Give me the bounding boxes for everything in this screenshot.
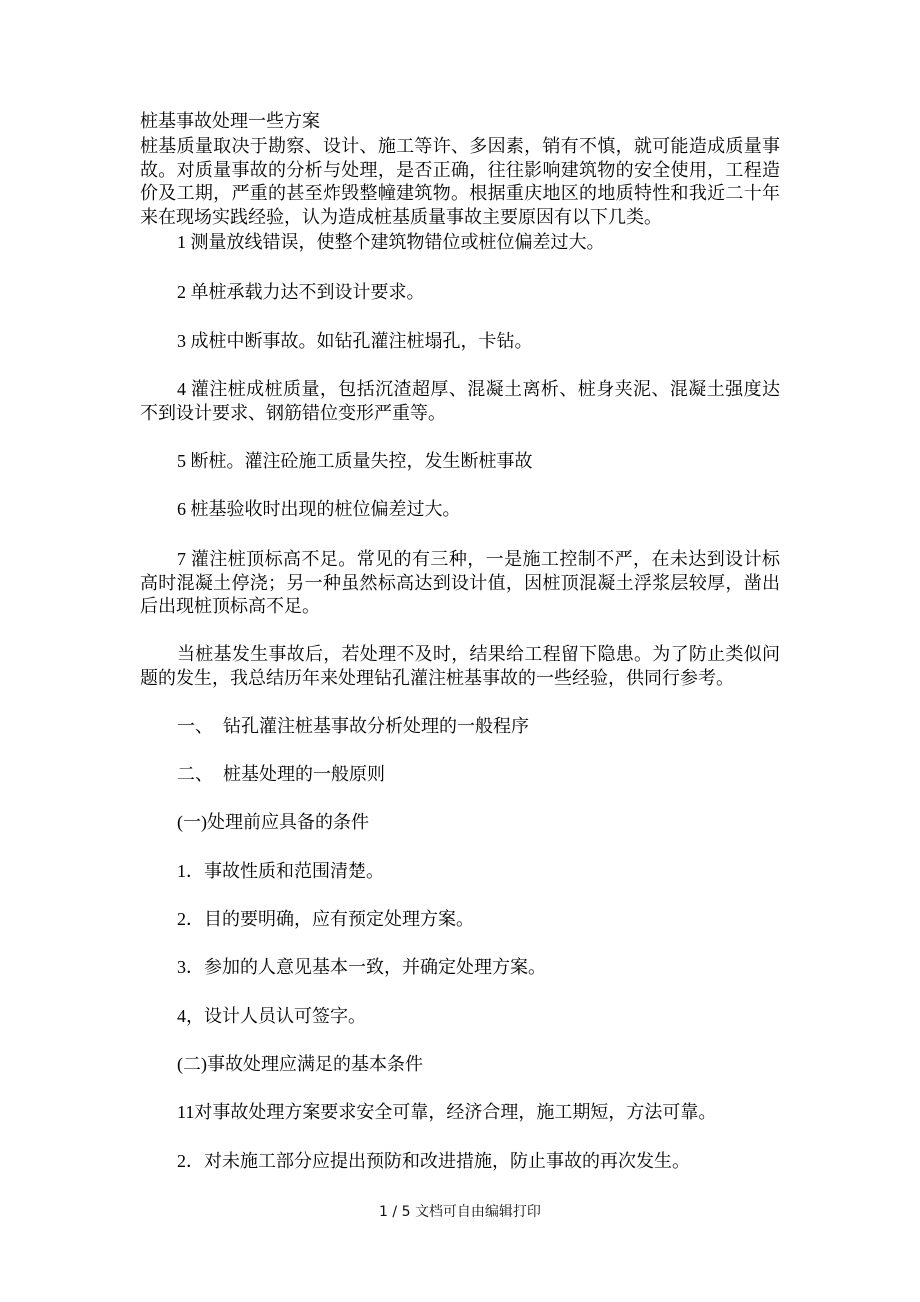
paragraph-line: 5 断桩。灌注砼施工质量失控，发生断桩事故 (177, 451, 533, 471)
paragraph-line: 2 单桩承载力达不到设计要求。 (177, 282, 425, 302)
paragraph-line: 题的发生，我总结历年来处理钻孔灌注桩基事故的一些经验，供同行参考。 (140, 667, 734, 688)
subsection-heading-1 (140, 811, 780, 835)
section-title: 钻孔灌注桩基事故分析处理的一般程序 (223, 716, 529, 736)
section-heading-line (140, 763, 780, 787)
section-heading-line (140, 715, 780, 739)
list-item: 3．参加的人意见基本一致，并确定处理方案。 (177, 957, 546, 977)
document-title (140, 110, 780, 134)
paragraph-line: 后出现桩顶标高不足。 (140, 596, 320, 617)
section-heading-2 (140, 763, 780, 787)
paragraph-line: 故。对质量事故的分析与处理，是否正确，往往影响建筑物的安全使用，工程造 (140, 159, 780, 180)
list-item: 1．事故性质和范围清楚。 (177, 861, 384, 881)
paragraph-line: 1 测量放线错误，使整个建筑物错位或桩位偏差过大。 (177, 232, 605, 252)
cause-item-2 (140, 281, 780, 305)
paragraph-line: 4 灌注桩成桩质量，包括沉渣超厚、混凝土离析、桩身夹泥、混凝土强度达 (177, 379, 780, 399)
section-heading-1 (140, 715, 780, 739)
cause-item-6 (140, 498, 780, 522)
title-text: 桩基事故处理一些方案 (140, 111, 320, 131)
page-footer (0, 1202, 920, 1222)
footer-note: 文档可自由编辑打印 (414, 1204, 541, 1220)
condition-item-1 (140, 860, 780, 884)
requirement-item-1 (140, 1101, 780, 1125)
cause-item-7 (140, 548, 780, 619)
subsection-heading-2 (140, 1053, 780, 1077)
list-item: 2．对未施工部分应提出预防和改进措施，防止事故的再次发生。 (177, 1151, 690, 1171)
cause-item-4 (140, 378, 780, 425)
paragraph-line: 高时混凝土停浇；另一种虽然标高达到设计值，因桩顶混凝土浮浆层较厚，凿出 (140, 572, 780, 593)
paragraph-line: 3 成桩中断事故。如钻孔灌注桩塌孔，卡钻。 (177, 331, 533, 351)
paragraph-line: 7 灌注桩顶标高不足。常见的有三种，一是施工控制不严，在未达到设计标 (177, 549, 780, 569)
section-number: 一、 (177, 716, 213, 736)
list-item: 2．目的要明确，应有预定处理方案。 (177, 909, 474, 929)
condition-item-4 (140, 1005, 780, 1029)
intro-paragraph (140, 135, 780, 229)
cause-item-3 (140, 330, 780, 354)
condition-item-2 (140, 908, 780, 932)
requirement-item-2 (140, 1150, 780, 1174)
paragraph-line: 价及工期，严重的甚至炸毁整幢建筑物。根据重庆地区的地质特性和我近二十年 (140, 183, 780, 204)
condition-item-3 (140, 956, 780, 980)
paragraph-line: 当桩基发生事故后，若处理不及时，结果给工程留下隐患。为了防止类似问 (177, 644, 780, 664)
cause-item-1 (140, 231, 780, 255)
paragraph-line: 桩基质量取决于勘察、设计、施工等许、多因素，销有不慎，就可能造成质量事 (140, 136, 780, 156)
list-item: 11对事故处理方案要求安全可靠，经济合理，施工期短，方法可靠。 (177, 1102, 717, 1122)
cause-item-5 (140, 450, 780, 474)
paragraph-line: 来在现场实践经验，认为造成桩基质量事故主要原因有以下几类。 (140, 206, 662, 227)
paragraph-line: 不到设计要求、钢筋错位变形严重等。 (140, 402, 446, 423)
paragraph-line: 6 桩基验收时出现的桩位偏差过大。 (177, 499, 461, 519)
list-item: 4，设计人员认可签字。 (177, 1006, 366, 1026)
subsection-title: (二)事故处理应满足的基本条件 (177, 1054, 423, 1074)
section-title: 桩基处理的一般原则 (223, 764, 385, 784)
summary-paragraph (140, 643, 780, 690)
section-number: 二、 (177, 764, 213, 784)
subsection-title: (一)处理前应具备的条件 (177, 812, 369, 832)
page-indicator: 1 / 5 (379, 1204, 411, 1220)
